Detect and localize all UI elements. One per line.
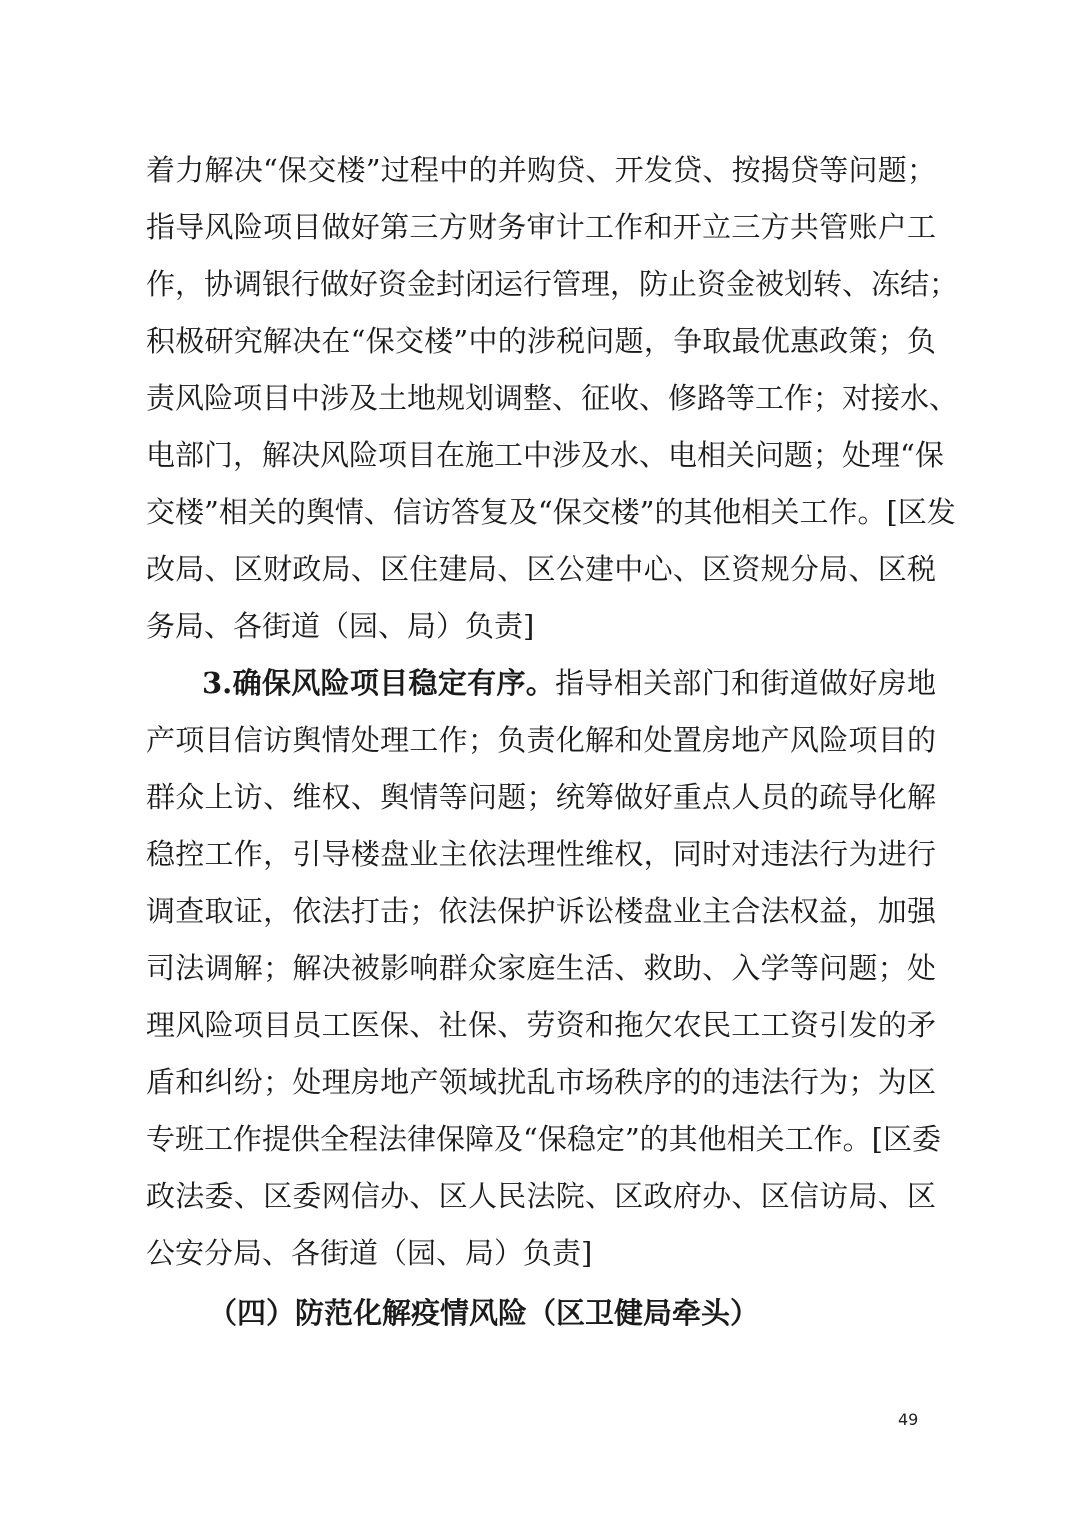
text-line: 政法委、区委网信办、区人民法院、区政府办、区信访局、区 [146, 1179, 936, 1213]
text-line: 着力解决“保交楼”过程中的并购贷、开发贷、按揭贷等问题； [146, 153, 936, 187]
text-line: 电部门，解决风险项目在施工中涉及水、电相关问题；处理“保 [146, 438, 944, 472]
text-line: 盾和纠纷；处理房地产领域扰乱市场秩序的的违法行为；为区 [146, 1065, 936, 1099]
text-line: 指导风险项目做好第三方财务审计工作和开立三方共管账户工 [146, 210, 936, 244]
text-line: 积极研究解决在“保交楼”中的涉税问题，争取最优惠政策；负 [146, 324, 936, 358]
item-title: 3.确保风险项目稳定有序。 [202, 666, 556, 700]
text-line: 作，协调银行做好资金封闭运行管理，防止资金被划转、冻结； [146, 267, 959, 301]
text-line: 产项目信访舆情处理工作；负责化解和处置房地产风险项目的 [146, 723, 936, 757]
text-line: 司法调解；解决被影响群众家庭生活、救助、入学等问题；处 [146, 951, 936, 985]
text-line: 专班工作提供全程法律保障及“保稳定”的其他相关工作。[区委 [146, 1122, 941, 1156]
page-number: 49 [898, 1410, 919, 1429]
item-text: 指导相关部门和街道做好房地 [555, 666, 936, 700]
section-heading: （四）防范化解疫情风险（区卫健局牵头） [208, 1296, 760, 1330]
text-line: 稳控工作，引导楼盘业主依法理性维权，同时对违法行为进行 [146, 837, 936, 871]
text-line: 责风险项目中涉及土地规划调整、征收、修路等工作；对接水、 [146, 381, 959, 415]
text-line: 改局、区财政局、区住建局、区公建中心、区资规分局、区税 [146, 552, 936, 586]
text-line: 务局、各街道（园、局）负责] [146, 609, 535, 643]
text-line: 公安分局、各街道（园、局）负责] [146, 1236, 593, 1270]
text-line: 交楼”相关的舆情、信访答复及“保交楼”的其他相关工作。[区发 [146, 495, 956, 529]
text-line: 理风险项目员工医保、社保、劳资和拖欠农民工工资引发的矛 [146, 1008, 936, 1042]
text-line [202, 663, 936, 703]
text-line: 群众上访、维权、舆情等问题；统筹做好重点人员的疏导化解 [146, 780, 936, 814]
text-line: 调查取证，依法打击；依法保护诉讼楼盘业主合法权益，加强 [146, 894, 936, 928]
